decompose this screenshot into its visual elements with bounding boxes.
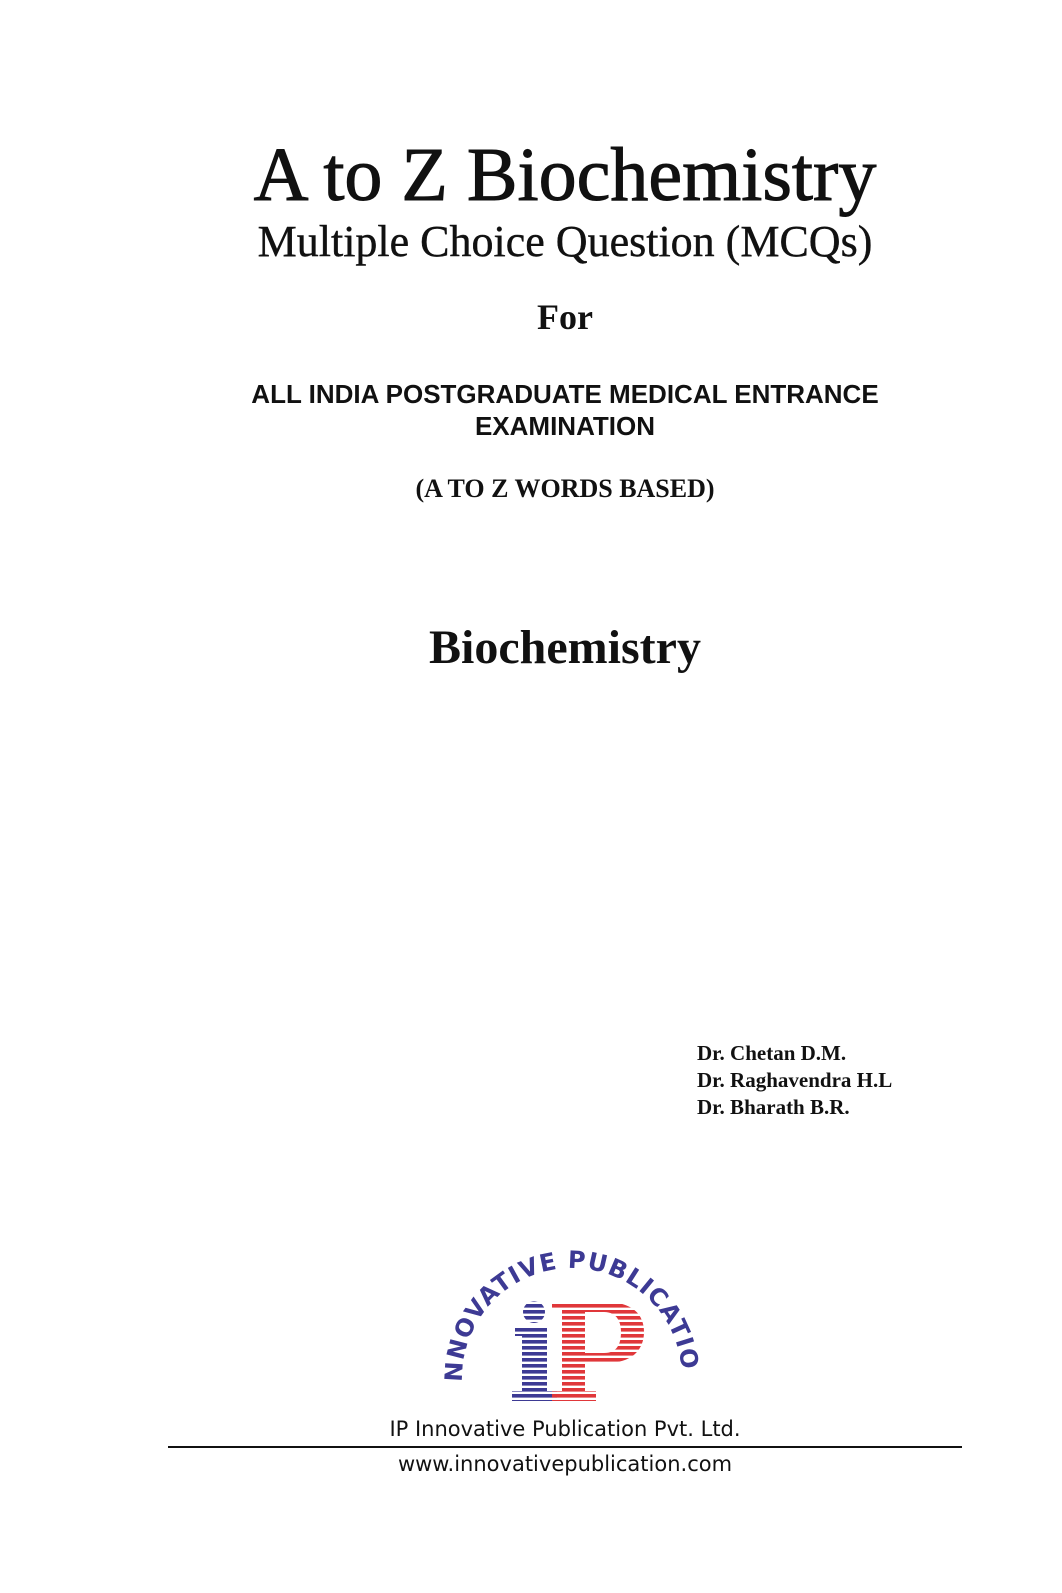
book-title: A to Z Biochemistry xyxy=(253,133,877,217)
subject-heading: Biochemistry xyxy=(429,621,701,674)
exam-name xyxy=(150,378,980,442)
author-name: Dr. Raghavendra H.L xyxy=(697,1068,893,1092)
logo-letter-p xyxy=(548,1298,648,1404)
publisher-website: www.innovativepublication.com xyxy=(397,1452,733,1476)
logo-letter-i xyxy=(508,1298,560,1404)
book-subtitle: Multiple Choice Question (MCQs) xyxy=(257,217,873,266)
exam-name-line-1: ALL INDIA POSTGRADUATE MEDICAL ENTRANCE xyxy=(251,379,879,409)
ip-logo-icon xyxy=(420,1250,710,1420)
author-name: Dr. Bharath B.R. xyxy=(697,1095,850,1119)
based-note: (A TO Z WORDS BASED) xyxy=(415,474,715,503)
innovative-publication-logo xyxy=(420,1250,710,1420)
publisher-name: IP Innovative Publication Pvt. Ltd. xyxy=(389,1417,741,1441)
footer-divider xyxy=(168,1446,962,1448)
logo-arc-text: NNOVATIVE PUBLICATIO xyxy=(439,1250,704,1383)
author-name: Dr. Chetan D.M. xyxy=(697,1041,847,1065)
for-label: For xyxy=(537,297,593,337)
exam-name-line-2: EXAMINATION xyxy=(474,411,656,441)
author-list xyxy=(697,1040,892,1121)
